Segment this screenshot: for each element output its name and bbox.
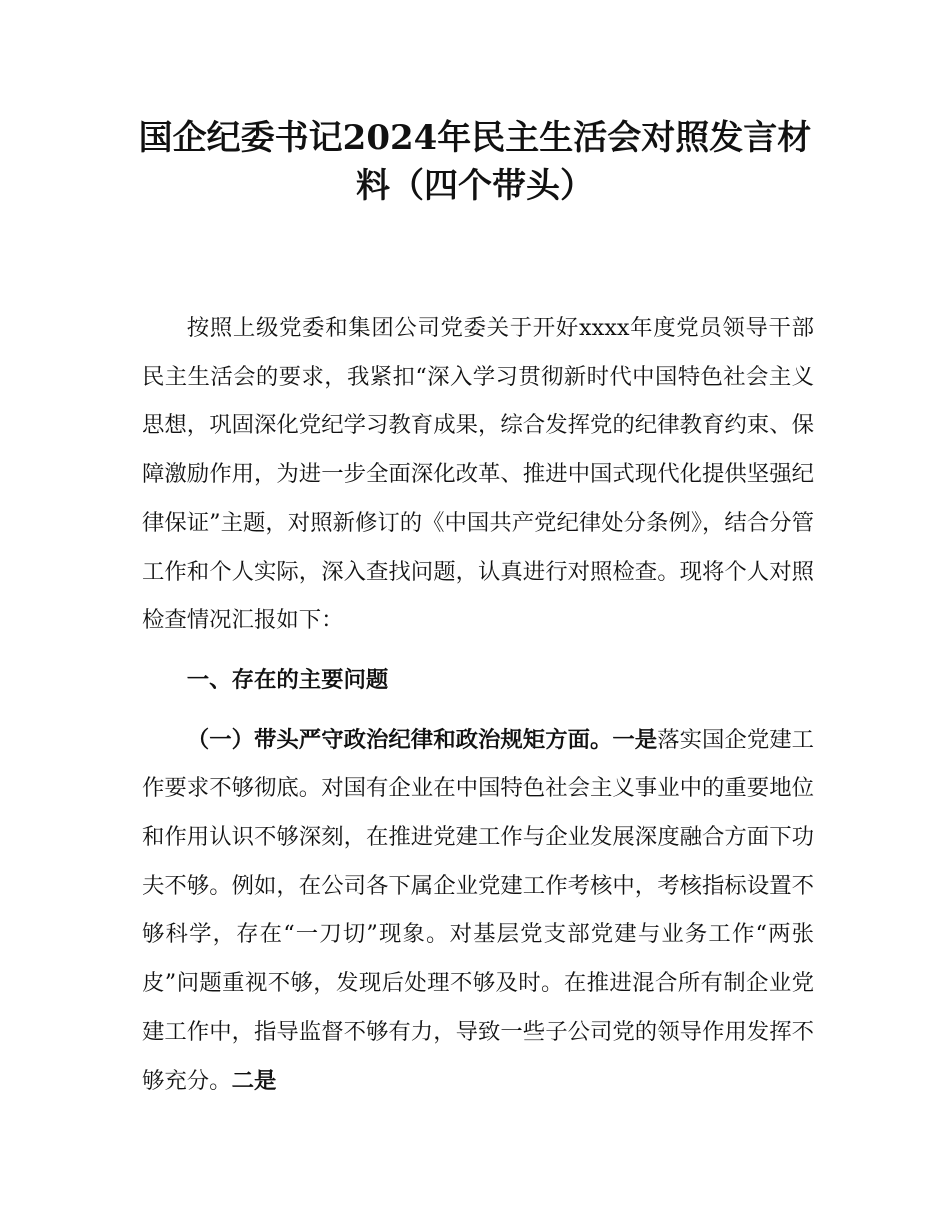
item-paragraph <box>142 716 814 1106</box>
document-body <box>142 304 814 1105</box>
second-marker: 二是 <box>231 1067 277 1094</box>
item-lead: （一）带头严守政治纪律和政治规矩方面。 <box>186 726 613 753</box>
document-title: 国企纪委书记2024年民主生活会对照发言材料（四个带头） <box>138 118 812 206</box>
first-marker: 一是 <box>612 726 658 753</box>
item-text: 落实国企党建工作要求不够彻底。对国有企业在中国特色社会主义事业中的重要地位和作用认识不够深刻，在推进党建工作与企业发展深度融合方面下功夫不够。例如，在公司各下属企业党建工作考核中，考核指标设置不够科学，存在“一刀切”现象。对基层党支部党建与业务工作“两张皮”问题重视不够，发现后处理不够及时。在推进混合所有制企业党建工作中，指导监督不够有力，导致一些子公司党的领导作用发挥不够充分。 <box>142 726 815 1094</box>
intro-paragraph: 按照上级党委和集团公司党委关于开好xxxx年度党员领导干部民主生活会的要求，我紧扣“深入学习贯彻新时代中国特色社会主义思想，巩固深化党纪学习教育成果，综合发挥党的纪律教育约束、保障激励作用，为进一步全面深化改革、推进中国式现代化提供坚强纪律保证”主题，对照新修订的《中国共产党纪律处分条例》，结合分管工作和个人实际，深入查找问题，认真进行对照检查。现将个人对照检查情况汇报如下： <box>142 315 814 634</box>
section-heading: 一、存在的主要问题 <box>186 666 389 693</box>
